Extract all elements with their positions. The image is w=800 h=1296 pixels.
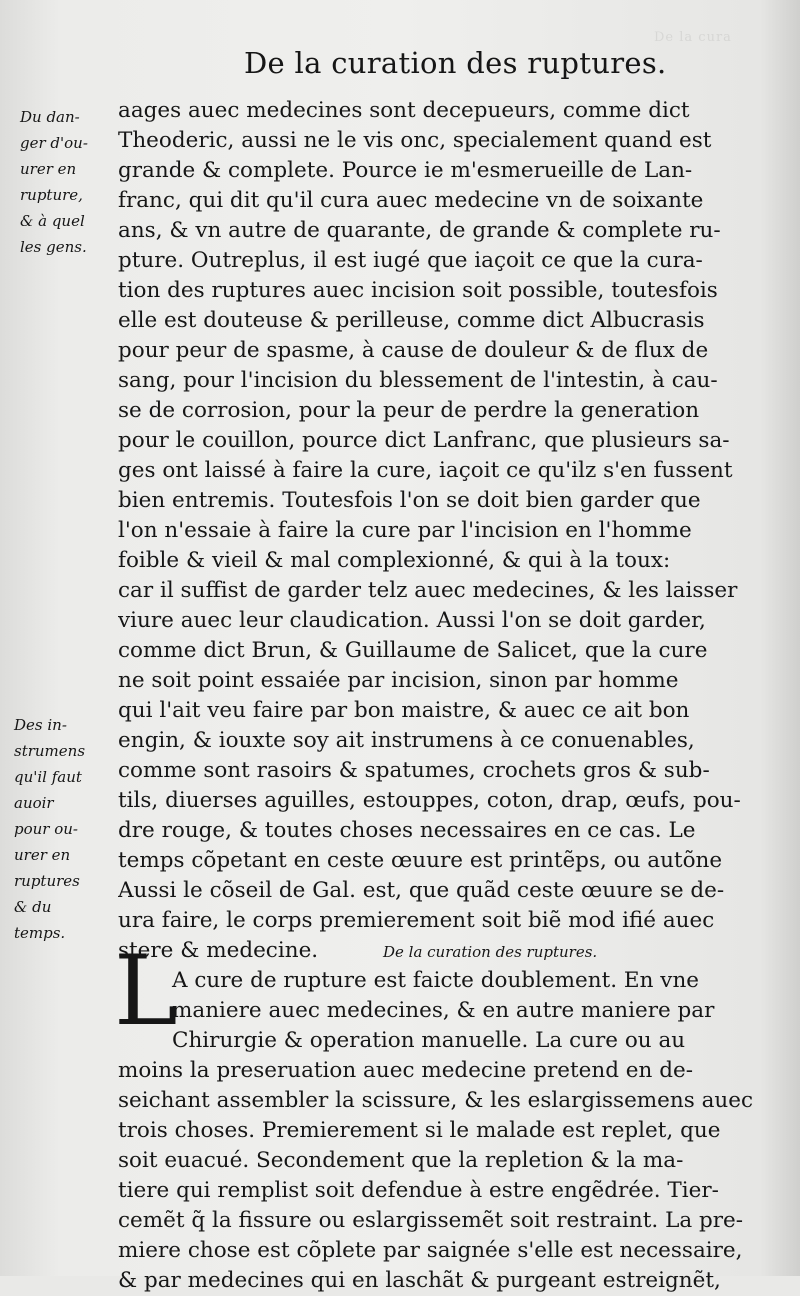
- text-line: bien entremis. Toutesfois l'on se doit bien garder que: [118, 488, 701, 513]
- margin-note-line: Du dan-: [20, 108, 80, 126]
- text-line: viure auec leur claudication. Aussi l'on se doit garder,: [118, 608, 706, 633]
- text-line: comme sont rasoirs & spatumes, crochets gros & sub-: [118, 758, 710, 783]
- margin-note-line: & du: [14, 898, 52, 916]
- margin-note-line: strumens: [14, 742, 86, 760]
- text-line: car il suffist de garder telz auec medecines, & les laisser: [118, 578, 738, 603]
- margin-note-line: temps.: [14, 924, 66, 942]
- text-line: pour le couillon, pource dict Lanfranc, que plusieurs sa-: [118, 428, 730, 453]
- text-line: aages auec medecines sont decepueurs, comme dict: [118, 98, 690, 123]
- text-line: dre rouge, & toutes choses necessaires en ce cas. Le: [118, 818, 696, 843]
- text-line: elle est douteuse & perilleuse, comme dict Albucrasis: [118, 308, 705, 333]
- drop-cap: L: [114, 935, 178, 1047]
- text-line: & par medecines qui en laschãt & purgeant estreignẽt,: [118, 1268, 721, 1293]
- text-line: cemẽt q̃ la fissure ou eslargissemẽt soit restraint. La pre-: [118, 1208, 744, 1233]
- margin-note-line: auoir: [14, 794, 54, 812]
- text-line: tiere qui remplist soit defendue à estre engẽdrée. Tier-: [118, 1178, 719, 1203]
- text-line: qui l'ait veu faire par bon maistre, & auec ce ait bon: [118, 698, 690, 723]
- margin-note-line: pour ou-: [14, 820, 78, 838]
- text-line: soit euacué. Secondement que la repletion & la ma-: [118, 1148, 684, 1173]
- margin-note-line: les gens.: [20, 238, 87, 256]
- text-line: miere chose est cõplete par saignée s'elle est necessaire,: [118, 1238, 743, 1263]
- margin-note-line: & à quel: [20, 212, 85, 230]
- margin-note-line: Des in-: [14, 716, 67, 734]
- running-head: De la curation des ruptures.: [244, 46, 667, 80]
- text-line: ne soit point essaiée par incision, sinon par homme: [118, 668, 679, 693]
- text-line: seichant assembler la scissure, & les eslargissemens auec: [118, 1088, 754, 1113]
- margin-note-instruments: [14, 712, 85, 946]
- text-line: ges ont laissé à faire la cure, iaçoit ce qu'ilz s'en fussent: [118, 458, 733, 483]
- margin-note-line: ger d'ou-: [20, 134, 88, 152]
- margin-note-line: urer en: [14, 846, 71, 864]
- text-line: se de corrosion, pour la peur de perdre la generation: [118, 398, 700, 423]
- text-line: engin, & iouxte soy ait instrumens à ce conuenables,: [118, 728, 695, 753]
- section-subheading: De la curation des ruptures.: [382, 943, 598, 961]
- text-line: pour peur de spasme, à cause de douleur & de flux de: [118, 338, 709, 363]
- text-line: l'on n'essaie à faire la cure par l'incision en l'homme: [118, 518, 692, 543]
- text-line: ans, & vn autre de quarante, de grande & complete ru-: [118, 218, 721, 243]
- margin-note-line: ruptures: [14, 872, 80, 890]
- main-text: [118, 96, 758, 1296]
- text-line: temps cõpetant en ceste œuure est printẽps, ou autõne: [118, 848, 723, 873]
- text-line: sang, pour l'incision du blessement de l'intestin, à cau-: [118, 368, 718, 393]
- text-line: foible & vieil & mal complexionné, & qui à la toux:: [118, 548, 671, 573]
- text-fragment: stere & medecine.: [118, 938, 319, 963]
- margin-note-line: urer en: [20, 160, 77, 178]
- text-line: franc, qui dit qu'il cura auec medecine vn de soixante: [118, 188, 704, 213]
- text-line: Aussi le cõseil de Gal. est, que quãd ceste œuure se de-: [118, 878, 725, 903]
- margin-note-line: rupture,: [20, 186, 83, 204]
- margin-note-line: qu'il faut: [14, 768, 82, 786]
- text-line: moins la preseruation auec medecine pretend en de-: [118, 1058, 693, 1083]
- show-through-text: De la cura: [654, 30, 732, 45]
- text-line: pture. Outreplus, il est iugé que iaçoit ce que la cura-: [118, 248, 703, 273]
- text-line: ura faire, le corps premierement soit biẽ mod ifié auec: [118, 908, 715, 933]
- text-line: tils, diuerses aguilles, estouppes, coton, drap, œufs, pou-: [118, 788, 741, 813]
- text-line: trois choses. Premierement si le malade est replet, que: [118, 1118, 721, 1143]
- text-line: A cure de rupture est faicte doublement. En vne: [172, 968, 700, 993]
- text-line: Chirurgie & operation manuelle. La cure ou au: [172, 1028, 686, 1053]
- text-line: comme dict Brun, & Guillaume de Salicet, que la cure: [118, 638, 708, 663]
- text-line: Theoderic, aussi ne le vis onc, specialement quand est: [118, 128, 712, 153]
- text-line: maniere auec medecines, & en autre maniere par: [172, 998, 715, 1023]
- text-line-with-subheading: [118, 936, 758, 966]
- margin-note-danger: [20, 104, 88, 260]
- text-line: tion des ruptures auec incision soit possible, toutesfois: [118, 278, 718, 303]
- text-line: grande & complete. Pource ie m'esmerueille de Lan-: [118, 158, 693, 183]
